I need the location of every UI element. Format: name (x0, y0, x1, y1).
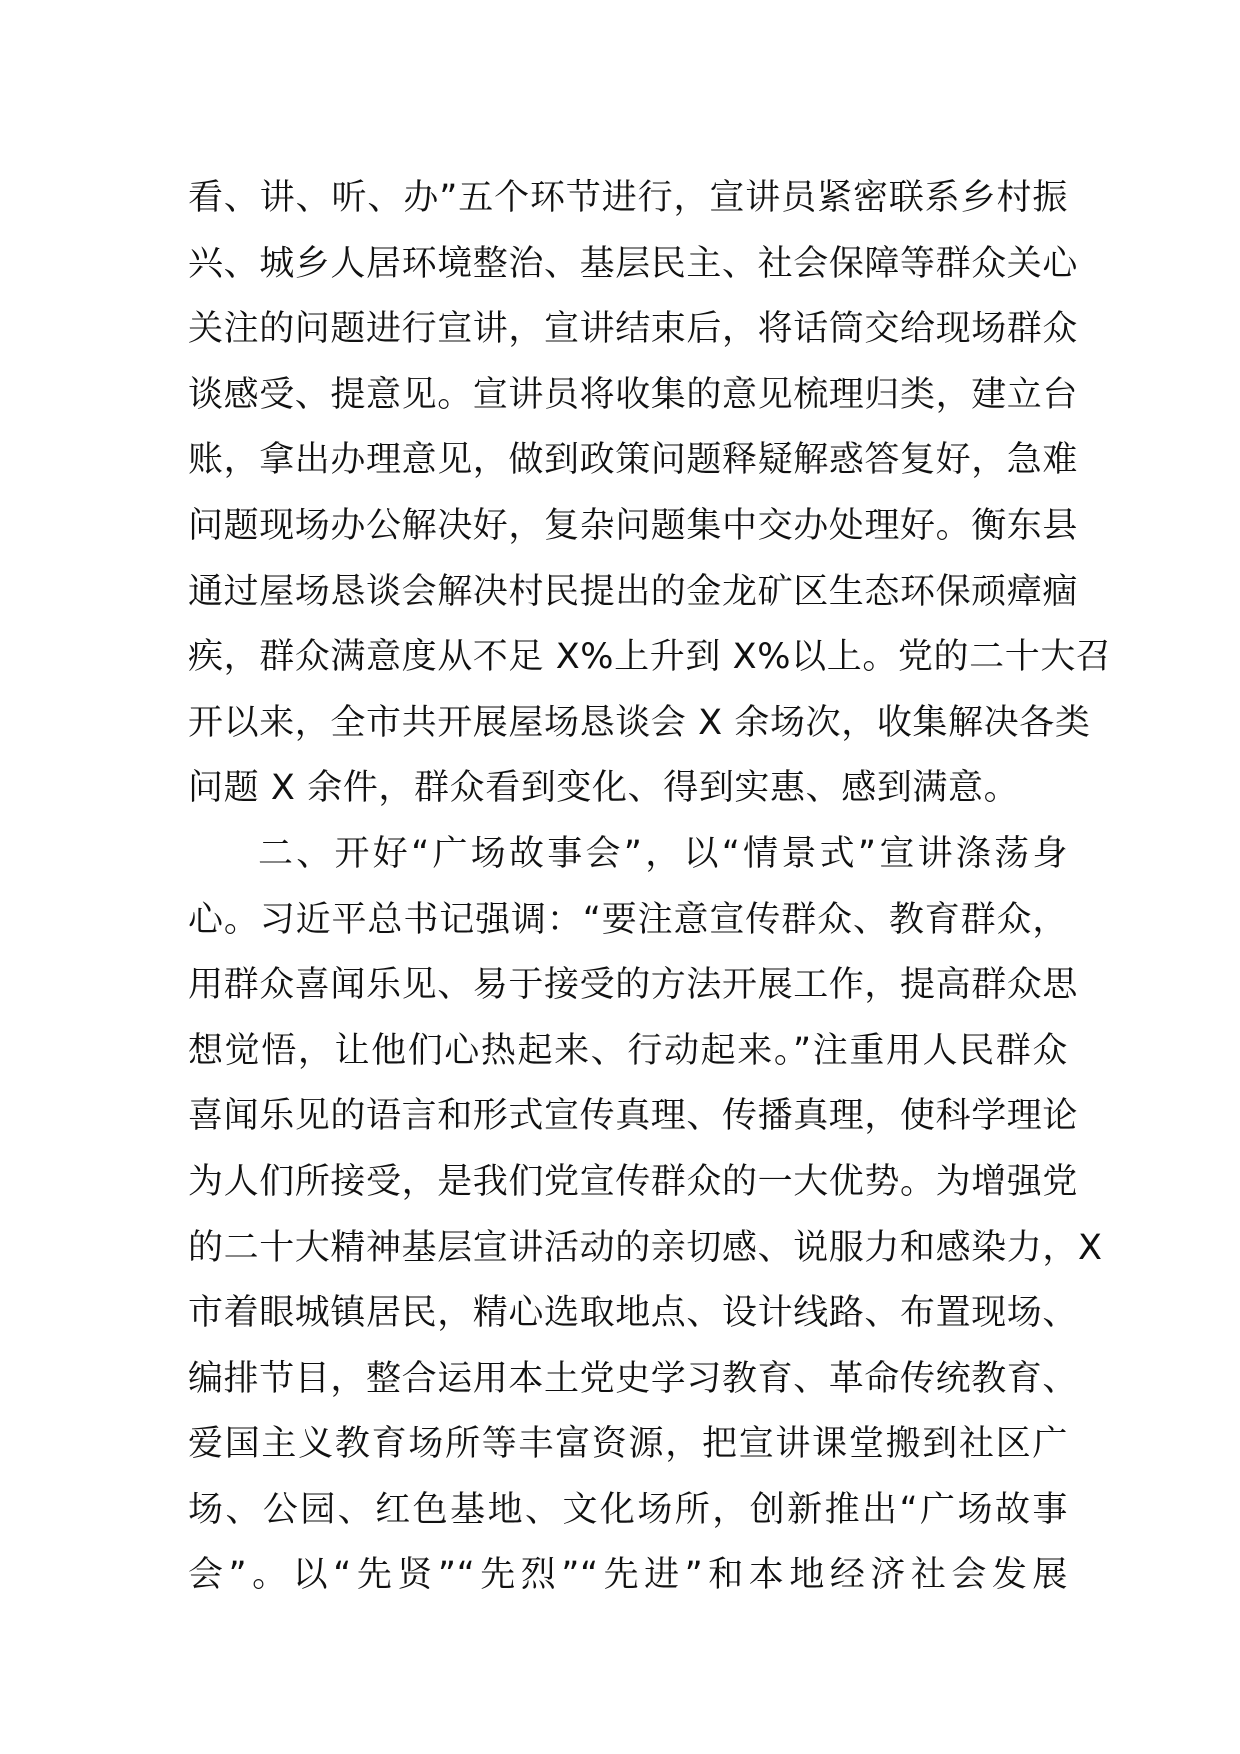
text-line: 场、公园、红色基地、文化场所，创新推出“广场故事 (188, 1489, 1068, 1530)
text-line: 关注的问题进行宣讲，宣讲结束后，将话筒交给现场群众 (188, 309, 1079, 350)
text-line: 谈感受、提意见。宣讲员将收集的意见梳理归类，建立台 (188, 374, 1079, 415)
text-line: 喜闻乐见的语言和形式宣传真理、传播真理，使科学理论 (188, 1096, 1079, 1137)
text-line: 账，拿出办理意见，做到政策问题释疑解惑答复好，急难 (188, 440, 1079, 481)
text-line: 问题现场办公解决好，复杂问题集中交办处理好。衡东县 (188, 505, 1079, 546)
text-line: 问题 X 余件，群众看到变化、得到实惠、感到满意。 (188, 768, 1020, 809)
text-line: 用群众喜闻乐见、易于接受的方法开展工作，提高群众思 (188, 965, 1079, 1006)
text-line: 疾，群众满意度从不足 X%上升到 X%以上。党的二十大召 (188, 637, 1112, 678)
text-line: 编排节目，整合运用本土党史学习教育、革命传统教育、 (188, 1358, 1079, 1399)
text-line: 想觉悟，让他们心热起来、行动起来。”注重用人民群众 (188, 1030, 1068, 1071)
text-line: 会”。以“先贤”“先烈”“先进”和本地经济社会发展 (188, 1555, 1068, 1596)
text-line: 兴、城乡人居环境整治、基层民主、社会保障等群众关心 (188, 243, 1079, 284)
text-line: 爱国主义教育场所等丰富资源，把宣讲课堂搬到社区广 (188, 1424, 1068, 1465)
text-line: 为人们所接受，是我们党宣传群众的一大优势。为增强党 (188, 1161, 1079, 1202)
body-text (188, 166, 1112, 1609)
section-heading-line: 二、开好“广场故事会”，以“情景式”宣讲涤荡身 (258, 833, 1068, 874)
text-line: 开以来，全市共开展屋场恳谈会 X 余场次，收集解决各类 (188, 702, 1091, 743)
text-line: 市着眼城镇居民，精心选取地点、设计线路、布置现场、 (188, 1293, 1079, 1334)
text-line: 通过屋场恳谈会解决村民提出的金龙矿区生态环保顽瘴痼 (188, 571, 1079, 612)
text-line: 的二十大精神基层宣讲活动的亲切感、说服力和感染力，X (188, 1227, 1103, 1268)
text-line: 看、讲、听、办”五个环节进行，宣讲员紧密联系乡村振 (188, 178, 1068, 218)
text-line: 心。习近平总书记强调：“要注意宣传群众、教育群众， (188, 899, 1068, 940)
